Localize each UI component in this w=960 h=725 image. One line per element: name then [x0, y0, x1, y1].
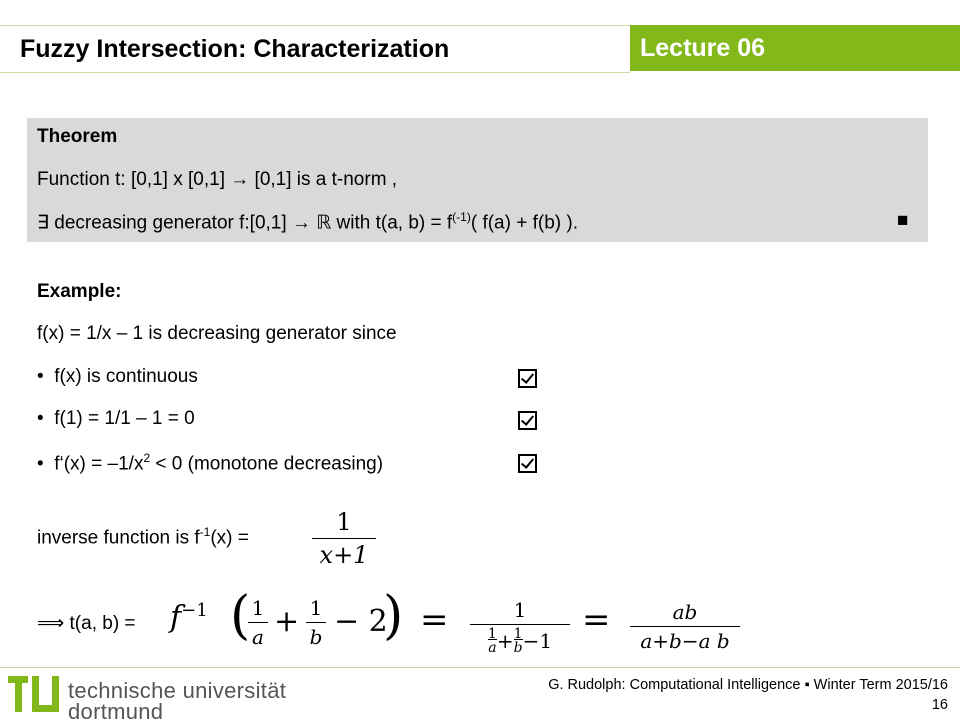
bullet-3-sup: 2 — [143, 451, 151, 465]
checked-box-icon — [518, 454, 537, 473]
formula-frac-a — [248, 596, 268, 649]
formula-open-paren: ( — [230, 586, 251, 646]
header-lecture-bar — [630, 25, 960, 71]
bullet-1-text: f(x) is continuous — [54, 366, 198, 387]
checked-box-icon — [518, 411, 537, 430]
formula-f-sup: −1 — [181, 600, 208, 621]
theorem-line-2-end: ( f(a) + f(b) ). — [470, 212, 578, 234]
footer-credit: G. Rudolph: Computational Intelligence ▪ Winter Term 2015/16 — [548, 677, 948, 693]
inverse-frac-num: 1 — [336, 508, 352, 536]
bullet-2 — [37, 408, 195, 430]
theorem-line-2-text: ∃ decreasing generator f:[0,1] → ℝ with t(a, b) = f — [37, 212, 453, 234]
fraction-bar — [248, 622, 268, 623]
fraction-bar — [312, 538, 376, 539]
page-number: 16 — [931, 697, 948, 713]
example-intro: f(x) = 1/x – 1 is decreasing generator since — [37, 323, 397, 344]
den-frac-a — [488, 627, 497, 655]
den-a-den: a — [488, 640, 497, 656]
formula-f — [170, 600, 208, 635]
middle-num: 1 — [513, 598, 527, 622]
bullet-dot: • — [37, 366, 44, 387]
formula-close-paren: ) — [383, 586, 404, 646]
theorem-inverse-sup: (-1) — [452, 210, 471, 224]
frac-a-den: a — [252, 625, 264, 649]
bullet-3 — [37, 451, 383, 475]
formula-minus-two: − 2 — [334, 604, 388, 639]
qed-mark: ■ — [897, 210, 909, 231]
inverse-fraction — [312, 508, 376, 569]
frac-b-num: 1 — [309, 596, 323, 620]
theorem-heading: Theorem — [37, 126, 118, 147]
formula-equals-2: = — [582, 600, 611, 640]
lecture-label: Lecture 06 — [640, 34, 766, 62]
page-title: Fuzzy Intersection: Characterization — [20, 35, 450, 63]
bullet-3-text: f‘(x) = –1/x — [54, 453, 144, 475]
inverse-frac-den: x+1 — [319, 541, 369, 569]
fraction-bar — [306, 622, 326, 623]
logo-line-1: technische universität — [68, 678, 287, 703]
inverse-function-text — [37, 525, 249, 549]
last-den: a+b−a b — [640, 629, 730, 653]
frac-b-den: b — [309, 625, 323, 649]
last-num: ab — [672, 600, 698, 624]
logo-line-2: dortmund — [68, 699, 164, 724]
formula-equals-1: = — [420, 600, 449, 640]
frac-a-num: 1 — [251, 596, 265, 620]
den-plus: + — [496, 629, 514, 653]
inverse-label: inverse function is f — [37, 527, 200, 549]
den-b-num: 1 — [513, 626, 523, 642]
bullet-1 — [37, 366, 198, 388]
den-b-den: b — [513, 640, 523, 656]
fraction-bar — [630, 626, 740, 627]
bullet-2-text: f(1) = 1/1 – 1 = 0 — [54, 408, 195, 429]
theorem-line-2 — [37, 210, 578, 234]
bullet-3-text-end: < 0 (monotone decreasing) — [150, 453, 384, 475]
den-a-num: 1 — [487, 626, 497, 642]
formula-frac-b — [306, 596, 326, 649]
formula-f-letter: f — [170, 600, 182, 635]
inverse-sup: -1 — [199, 525, 211, 539]
den-frac-b — [514, 627, 523, 655]
fraction-bar — [470, 624, 570, 625]
middle-den — [470, 627, 570, 655]
example-heading: Example: — [37, 281, 122, 302]
formula-plus: + — [274, 604, 300, 639]
formula-last-fraction — [630, 600, 740, 653]
implies-line: ⟹ t(a, b) = — [37, 613, 136, 634]
theorem-line-1: Function t: [0,1] x [0,1] → [0,1] is a t-norm , — [37, 169, 398, 190]
footer-divider — [0, 667, 960, 668]
formula-middle-fraction — [470, 598, 570, 655]
den-minus-one: −1 — [522, 629, 553, 653]
theorem-box — [27, 118, 928, 242]
bullet-dot: • — [37, 408, 44, 429]
checked-box-icon — [518, 369, 537, 388]
header-title-bar — [0, 25, 630, 73]
bullet-dot: • — [37, 453, 44, 475]
tu-logo-icon — [8, 676, 64, 714]
inverse-arg: (x) = — [210, 527, 249, 549]
